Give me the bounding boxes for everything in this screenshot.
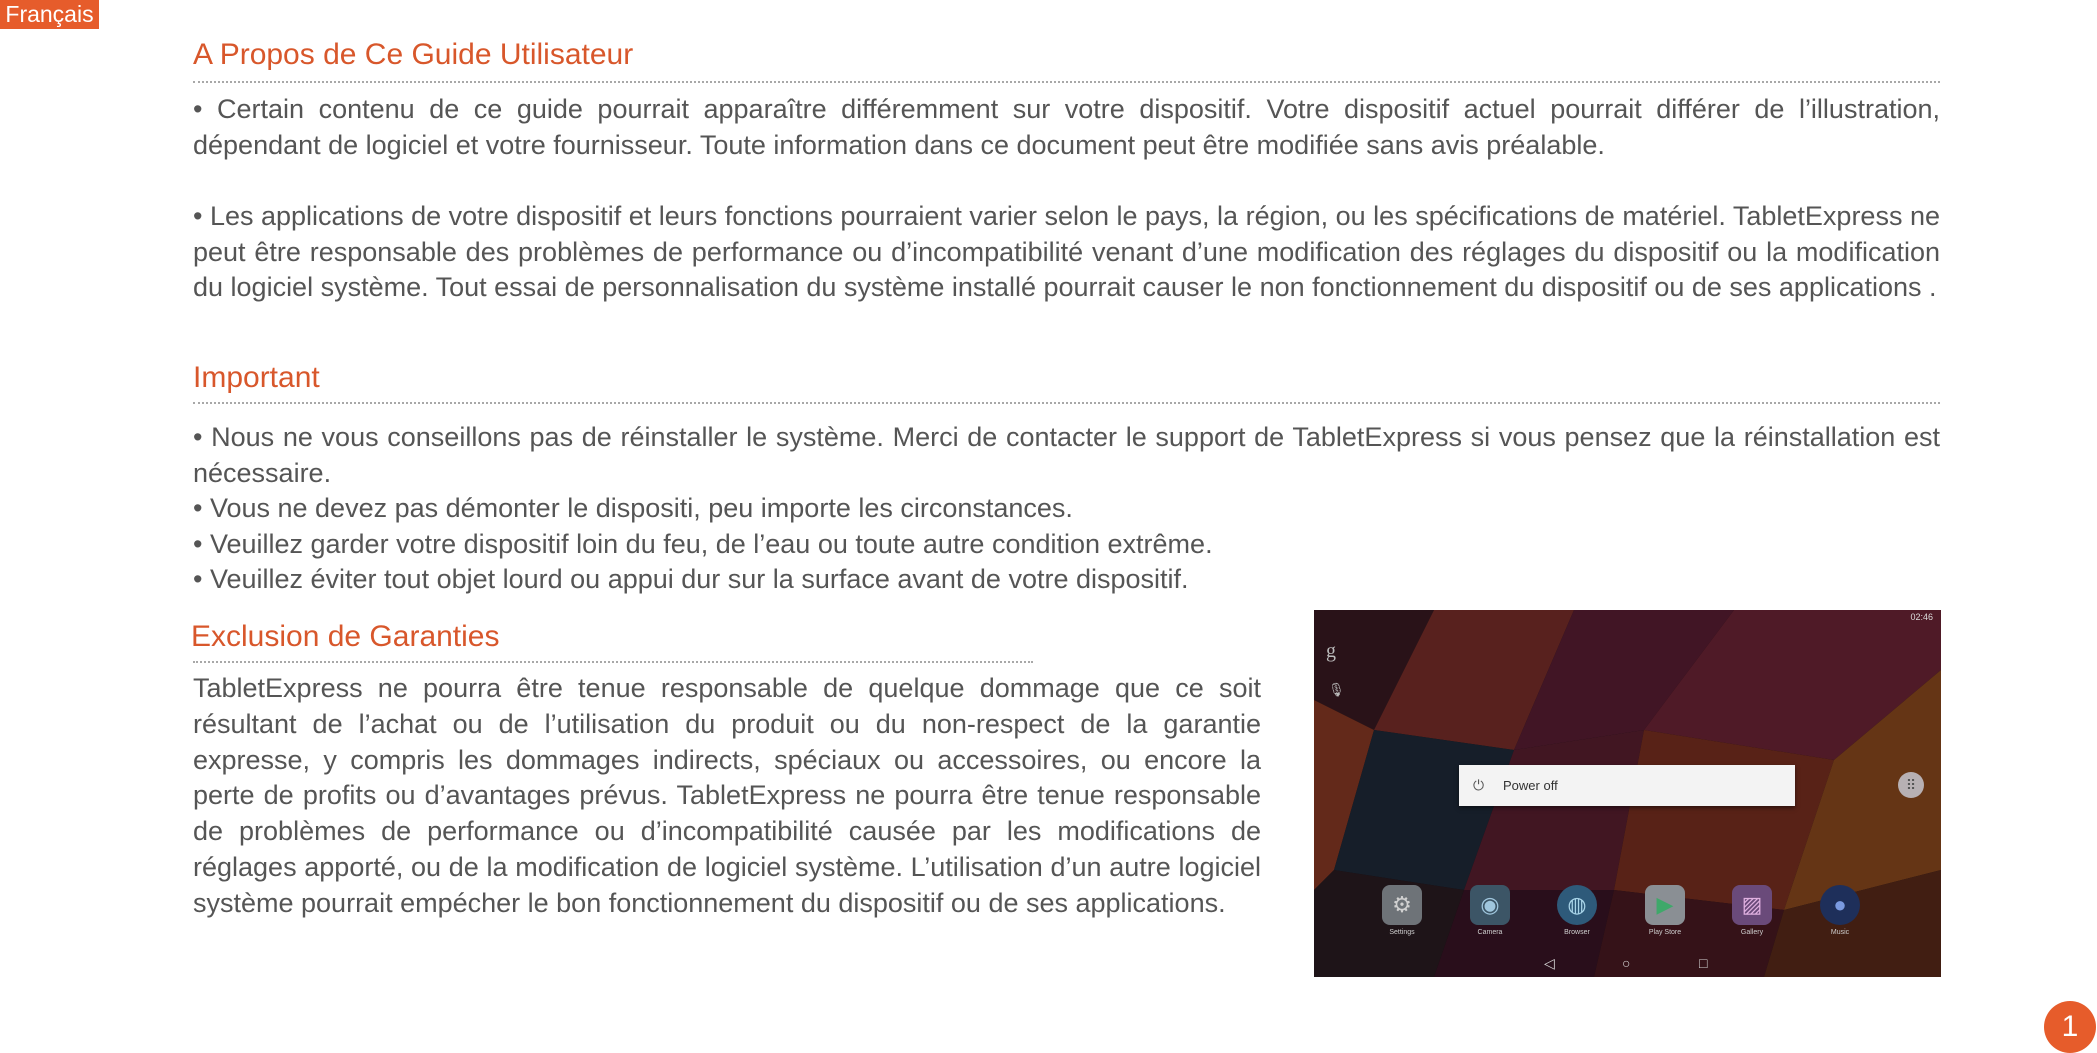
- tablet-screenshot: [1314, 610, 1941, 977]
- camera-icon: ◉: [1470, 885, 1510, 925]
- gallery-icon: ▨: [1732, 885, 1772, 925]
- play-store-icon: ▶: [1645, 885, 1685, 925]
- settings-icon: ⚙: [1382, 885, 1422, 925]
- section-title-important: Important: [193, 361, 320, 394]
- section-divider: [193, 81, 1940, 83]
- dock-app-browser: [1549, 885, 1605, 936]
- page-number-badge: 1: [2044, 1001, 2096, 1053]
- section-divider: [193, 402, 1940, 404]
- status-time: 02:46: [1910, 612, 1933, 622]
- list-item: • Veuillez garder votre dispositif loin du feu, de l’eau ou toute autre condition extrême.: [193, 528, 1213, 559]
- app-label: Browser: [1564, 929, 1590, 936]
- exclusion-paragraph: TabletExpress ne pourra être tenue responsable de quelque dommage que ce soit résultant de l’achat ou de l’utilisation du produit ou du non-respect de la garantie expresse, y compris les dommages indirects, spéciaux ou accessoires, ou encore la perte de profits ou d’avantages prévus. TabletExpress ne pourra être tenue responsable de problèmes de performance ou d’incompatibilité causée par les modifications de réglages apporté, ou de la modification de logiciel système. L’utilisation d’un autre logiciel système pourrait empécher le bon fonctionnement du dispositif ou de ses applications.: [193, 673, 1261, 918]
- app-label: Play Store: [1648, 929, 1682, 936]
- dock-app-music: [1812, 885, 1868, 936]
- recents-icon: □: [1699, 955, 1708, 971]
- navigation-bar: [1314, 950, 1941, 976]
- globe-icon: ◍: [1557, 885, 1597, 925]
- list-item: • Vous ne devez pas démonter le dispositi, peu importe les circonstances.: [193, 493, 1073, 524]
- important-list: [193, 420, 1940, 598]
- app-label: Camera: [1477, 929, 1503, 936]
- dock-app-camera: [1462, 885, 1518, 936]
- power-off-option: Power off: [1503, 778, 1558, 793]
- list-item: • Nous ne vous conseillons pas de réinstaller le système. Merci de contacter le support de TabletExpress si vous pensez que la réinstallation est nécessaire.: [193, 422, 1940, 488]
- list-item: • Veuillez éviter tout objet lourd ou appui dur sur la surface avant de votre dispositif.: [193, 564, 1189, 595]
- language-tag: Français: [0, 0, 99, 29]
- dock-app-gallery: [1724, 885, 1780, 936]
- mic-icon: 🎙: [1328, 682, 1345, 697]
- app-label: Settings: [1389, 929, 1415, 936]
- app-label: Music: [1830, 929, 1850, 936]
- section-divider: [193, 661, 1033, 663]
- guide-paragraph-2: • Les applications de votre dispositif et leurs fonctions pourraient varier selon le pays, la région, ou les spécifications de matériel. TabletExpress ne peut être responsable des problèmes de performance ou d’incompatibilité venant d’une modification des réglages du dispositif ou la modification du logiciel système. Tout essai de personnalisation du système installé pourrait causer le non fonctionnement du dispositif ou de ses applications .: [193, 201, 1940, 303]
- app-label: Gallery: [1740, 929, 1764, 936]
- music-icon: ●: [1820, 885, 1860, 925]
- power-dialog: [1459, 765, 1795, 806]
- app-dock: [1314, 885, 1941, 945]
- dock-app-settings: [1374, 885, 1430, 936]
- section-title-guide: A Propos de Ce Guide Utilisateur: [193, 38, 634, 71]
- home-icon: ○: [1622, 955, 1631, 971]
- back-icon: ◁: [1544, 955, 1555, 971]
- guide-paragraph-1: • Certain contenu de ce guide pourrait apparaître différemment sur votre dispositif. Votre dispositif actuel pourrait différer de l’illustration, dépendant de logiciel et votre fournisseur. Toute information dans ce document peut être modifiée sans avis préalable.: [193, 94, 1940, 160]
- google-search-icon: g: [1326, 640, 1336, 662]
- all-apps-icon: ⠿: [1898, 772, 1924, 798]
- dock-app-play-store: [1637, 885, 1693, 936]
- section-title-exclusion: Exclusion de Garanties: [191, 620, 500, 653]
- power-icon: ⏻: [1473, 777, 1485, 793]
